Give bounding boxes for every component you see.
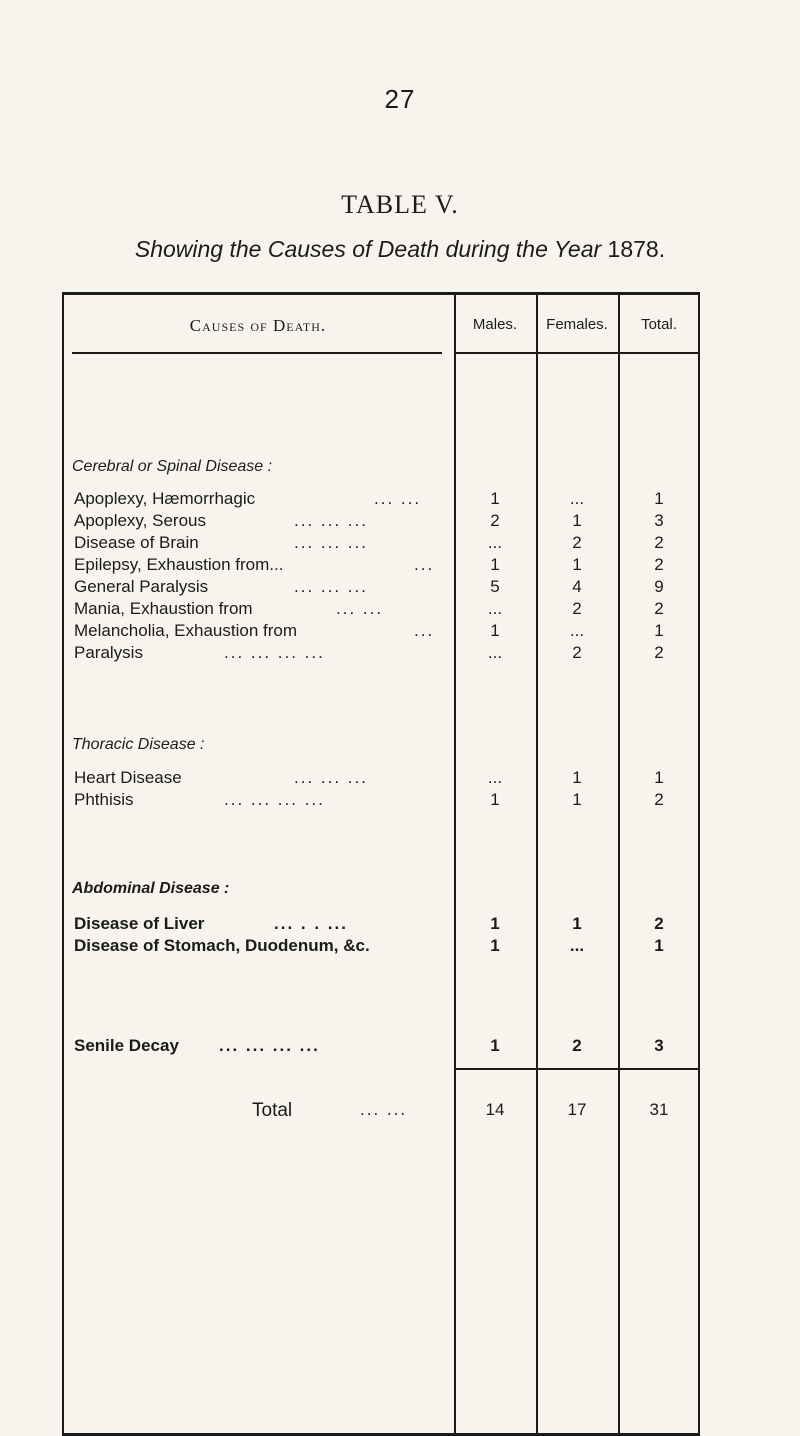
subtitle-text: Showing the Causes of Death during the Year	[134, 236, 602, 262]
males-value: 1	[490, 936, 500, 955]
cause-label: Heart Disease	[74, 768, 182, 787]
total-value: 1	[654, 768, 664, 787]
table-subtitle	[0, 236, 800, 263]
females-value: ...	[569, 621, 585, 640]
cause-label: Disease of Liver	[74, 914, 205, 933]
males-value: 1	[490, 489, 500, 508]
table-row	[74, 599, 700, 619]
females-value: 2	[572, 643, 582, 662]
females-value: 1	[572, 511, 582, 530]
column-divider-males	[454, 292, 456, 1436]
cause-label: Paralysis	[74, 643, 143, 662]
table-row	[74, 511, 700, 531]
total-value: 9	[654, 577, 664, 596]
females-value: 2	[572, 1036, 582, 1055]
table-row	[74, 489, 700, 509]
header-females: Females.	[546, 316, 608, 333]
header-total: Total.	[641, 316, 677, 333]
column-divider-total	[618, 292, 620, 1436]
total-value: 2	[654, 643, 664, 662]
cause-label: General Paralysis	[74, 577, 209, 596]
males-value: ...	[487, 768, 503, 787]
leader-dots: ... . . ...	[274, 914, 348, 933]
males-value: ...	[487, 643, 503, 662]
total-value: 1	[654, 936, 664, 955]
table-row	[74, 643, 700, 663]
cause-label: Epilepsy, Exhaustion from...	[74, 555, 284, 574]
males-value: ...	[487, 599, 503, 618]
cause-label: Mania, Exhaustion from	[74, 599, 253, 618]
total-value: 2	[654, 914, 664, 933]
table-left-border	[62, 292, 64, 1436]
total-value: 2	[654, 533, 664, 552]
header-causes: Causes of Death.	[189, 316, 327, 335]
males-value: ...	[487, 533, 503, 552]
males-value: 1	[490, 790, 500, 809]
leader-dots: ... ... ...	[294, 768, 368, 787]
table-row	[74, 555, 700, 575]
cause-label: Disease of Brain	[74, 533, 199, 552]
males-value: 5	[490, 577, 500, 596]
totals-rule	[456, 1068, 698, 1070]
cause-label: Senile Decay	[74, 1036, 179, 1055]
leader-dots: ... ...	[336, 599, 384, 618]
males-value: 1	[490, 621, 500, 640]
table-row	[74, 533, 700, 553]
females-value: 1	[572, 914, 582, 933]
section-title-abdominal: Abdominal Disease :	[72, 880, 230, 897]
table-title: TABLE V.	[341, 190, 459, 219]
total-males: 14	[485, 1100, 505, 1119]
total-value: 2	[654, 555, 664, 574]
table-row	[74, 768, 700, 788]
subtitle-year: 1878.	[607, 236, 666, 262]
leader-dots: ...	[414, 555, 435, 574]
column-divider-females	[536, 292, 538, 1436]
leader-dots: ... ... ...	[294, 533, 368, 552]
cause-label: Disease of Stomach, Duodenum, &c.	[74, 936, 370, 955]
total-value: 1	[654, 489, 664, 508]
table-top-rule	[62, 292, 700, 295]
leader-dots: ... ... ... ...	[219, 1036, 320, 1055]
females-value: 2	[572, 533, 582, 552]
females-value: 4	[572, 577, 582, 596]
females-value: 1	[572, 790, 582, 809]
leader-dots: ... ... ... ...	[224, 790, 325, 809]
table-right-border	[698, 292, 700, 1436]
leader-dots: ... ... ... ...	[224, 643, 325, 662]
males-value: 1	[490, 555, 500, 574]
females-value: ...	[569, 489, 585, 508]
section-title-thoracic: Thoracic Disease :	[72, 736, 205, 753]
total-value: 1	[654, 621, 664, 640]
males-value: 1	[490, 1036, 500, 1055]
cause-label: Melancholia, Exhaustion from	[74, 621, 298, 640]
leader-dots: ...	[414, 621, 435, 640]
table-row	[74, 621, 700, 641]
total-value: 3	[654, 1036, 664, 1055]
females-value: 2	[572, 599, 582, 618]
total-label: Total	[252, 1100, 293, 1121]
leader-dots: ... ...	[374, 489, 422, 508]
section-title-cerebral: Cerebral or Spinal Disease :	[72, 458, 273, 475]
header-underline	[72, 352, 442, 354]
total-leader-dots: ... ...	[360, 1100, 408, 1119]
total-value: 2	[654, 599, 664, 618]
total-value: 3	[654, 511, 664, 530]
header-males: Males.	[472, 316, 518, 333]
leader-dots: ... ... ...	[294, 511, 368, 530]
cause-label: Phthisis	[74, 790, 134, 809]
females-value: 1	[572, 768, 582, 787]
table-row	[74, 577, 700, 597]
table-row	[74, 936, 700, 956]
females-value: ...	[569, 936, 585, 955]
table-row	[74, 914, 700, 934]
males-value: 2	[490, 511, 500, 530]
cause-label: Apoplexy, Serous	[74, 511, 206, 530]
table-row	[74, 1036, 700, 1056]
total-females: 17	[567, 1100, 587, 1119]
page-number: 27	[384, 84, 416, 114]
table-row	[74, 790, 700, 810]
males-value: 1	[490, 914, 500, 933]
total-value: 2	[654, 790, 664, 809]
females-value: 1	[572, 555, 582, 574]
header-underline-numbers	[456, 352, 698, 354]
total-total: 31	[649, 1100, 669, 1119]
cause-label: Apoplexy, Hæmorrhagic	[74, 489, 256, 508]
leader-dots: ... ... ...	[294, 577, 368, 596]
